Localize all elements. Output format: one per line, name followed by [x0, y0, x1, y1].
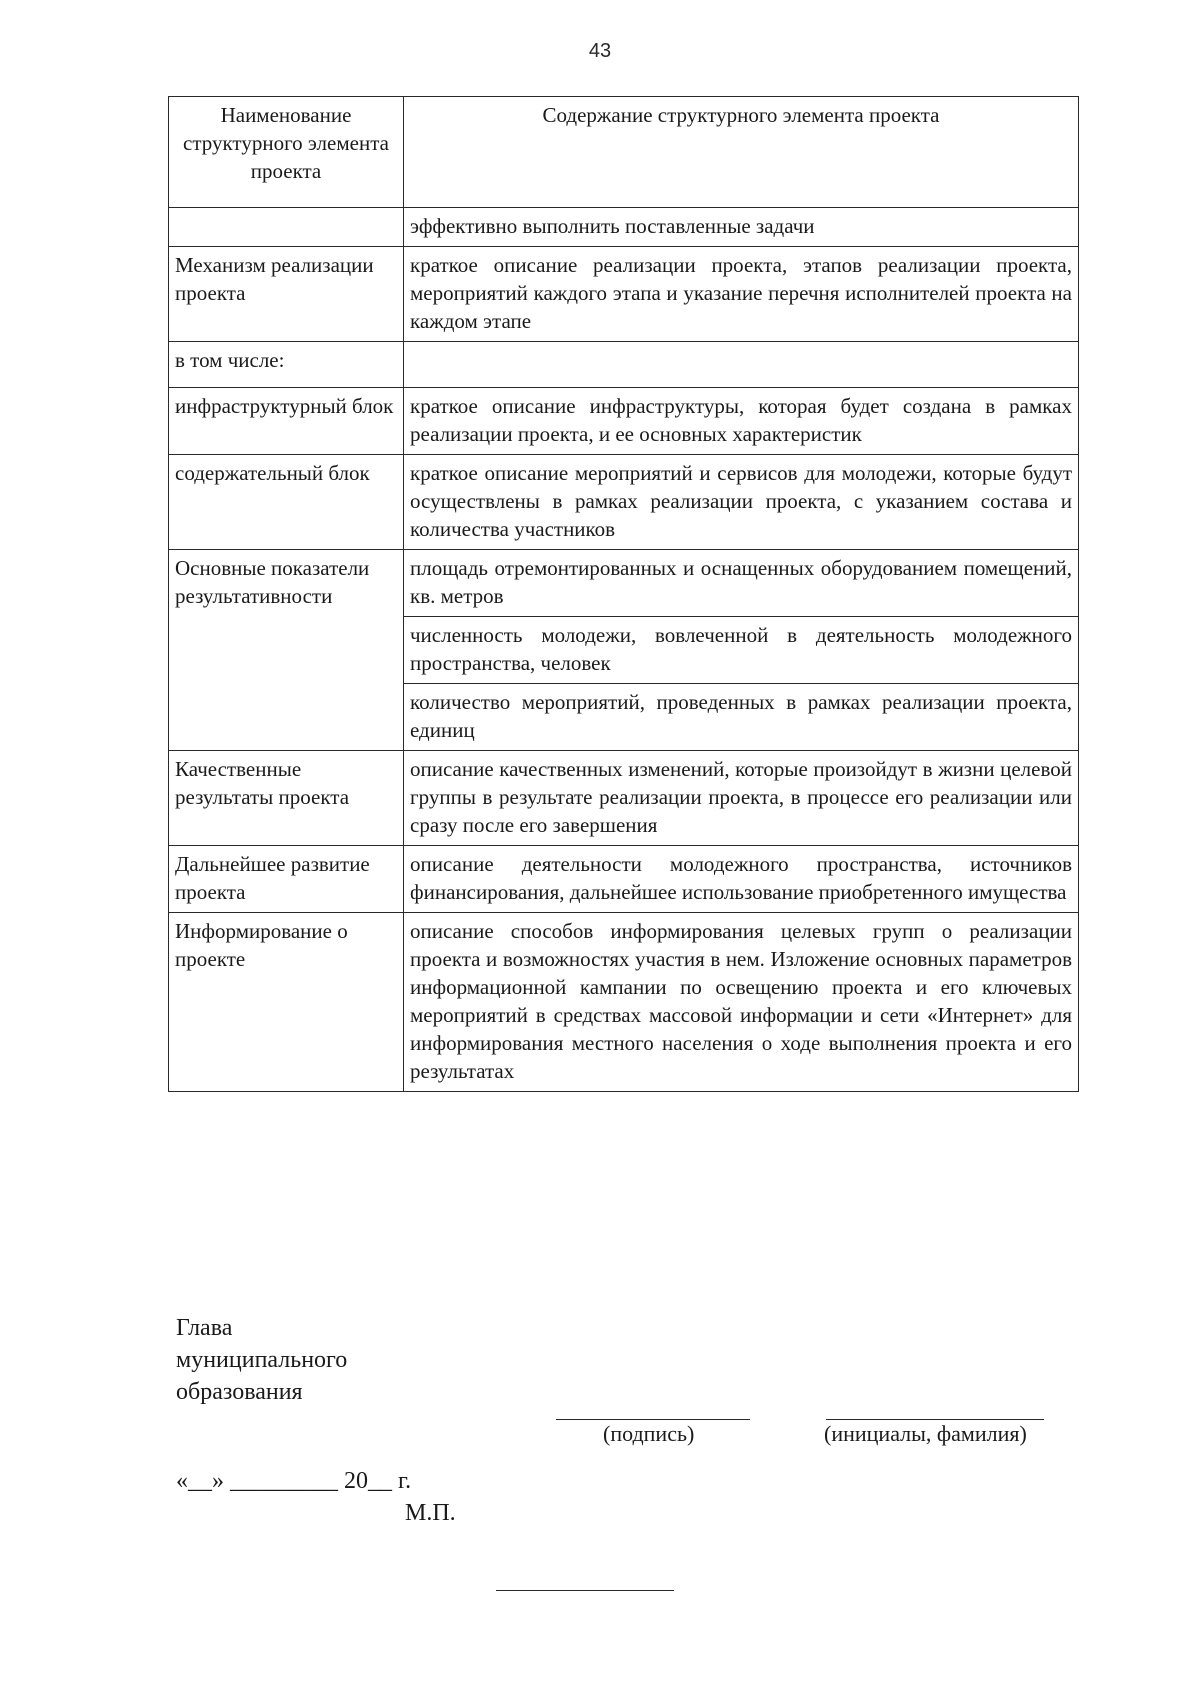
row-content: краткое описание инфраструктуры, которая будет создана в рамках реализации проекта, и ее основных характеристик	[404, 388, 1079, 455]
table-row	[169, 846, 1079, 913]
signature-title-line: Глава	[176, 1315, 233, 1341]
row-content	[404, 342, 1079, 388]
indicators-name: Основные показатели результативности	[169, 550, 404, 751]
signature-title	[176, 1312, 347, 1408]
table-row	[169, 208, 1079, 247]
row-content: краткое описание реализации проекта, этапов реализации проекта, мероприятий каждого этапа и указание перечня исполнителей проекта на каждом этапе	[404, 247, 1079, 342]
table-row	[169, 751, 1079, 846]
project-structure-table	[168, 96, 1079, 1092]
header-element-content: Содержание структурного элемента проекта	[404, 97, 1079, 208]
signature-line	[556, 1419, 750, 1420]
indicator-item: численность молодежи, вовлеченной в деятельность молодежного пространства, человек	[404, 617, 1079, 684]
indicator-item: площадь отремонтированных и оснащенных оборудованием помещений, кв. метров	[404, 550, 1079, 617]
row-content: описание качественных изменений, которые произойдут в жизни целевой группы в результате реализации проекта, в процессе его реализации или сразу после его завершения	[404, 751, 1079, 846]
name-line	[826, 1419, 1044, 1420]
table-row	[169, 913, 1079, 1092]
table-row	[169, 388, 1079, 455]
table-header-row	[169, 97, 1079, 208]
row-content: эффективно выполнить поставленные задачи	[404, 208, 1079, 247]
name-label: (инициалы, фамилия)	[824, 1421, 1027, 1446]
row-name: в том числе:	[169, 342, 404, 388]
row-name: Информирование о проекте	[169, 913, 404, 1092]
date-line: «__» _________ 20__ г.	[176, 1468, 412, 1494]
row-content: описание деятельности молодежного пространства, источников финансирования, дальнейшее использование приобретенного имущества	[404, 846, 1079, 913]
signature-label: (подпись)	[603, 1421, 695, 1446]
indicator-item: количество мероприятий, проведенных в рамках реализации проекта, единиц	[404, 684, 1079, 751]
stamp-label: М.П.	[405, 1500, 456, 1526]
row-name	[169, 208, 404, 247]
header-element-name: Наименование структурного элемента проекта	[169, 97, 404, 208]
row-name: Качественные результаты проекта	[169, 751, 404, 846]
row-content: описание способов информирования целевых групп о реализации проекта и возможностях участия в нем. Изложение основных параметров информационной кампании по освещению проекта и его ключевых мероприятий в средствах массовой информации и сети «Интернет» для информирования местного населения о ходе выполнения проекта и его результатах	[404, 913, 1079, 1092]
footer-rule	[496, 1590, 674, 1591]
table-row	[169, 247, 1079, 342]
row-content: краткое описание мероприятий и сервисов для молодежи, которые будут осуществлены в рамках реализации проекта, с указанием состава и количества участников	[404, 455, 1079, 550]
row-name: содержательный блок	[169, 455, 404, 550]
signature-title-line: образования	[176, 1379, 303, 1405]
row-name: инфраструктурный блок	[169, 388, 404, 455]
signature-title-line: муниципального	[176, 1347, 348, 1373]
row-name: Дальнейшее развитие проекта	[169, 846, 404, 913]
page-number: 43	[588, 40, 612, 62]
table-row	[169, 550, 1079, 617]
row-name: Механизм реализации проекта	[169, 247, 404, 342]
table-row	[169, 342, 1079, 388]
table-row	[169, 455, 1079, 550]
